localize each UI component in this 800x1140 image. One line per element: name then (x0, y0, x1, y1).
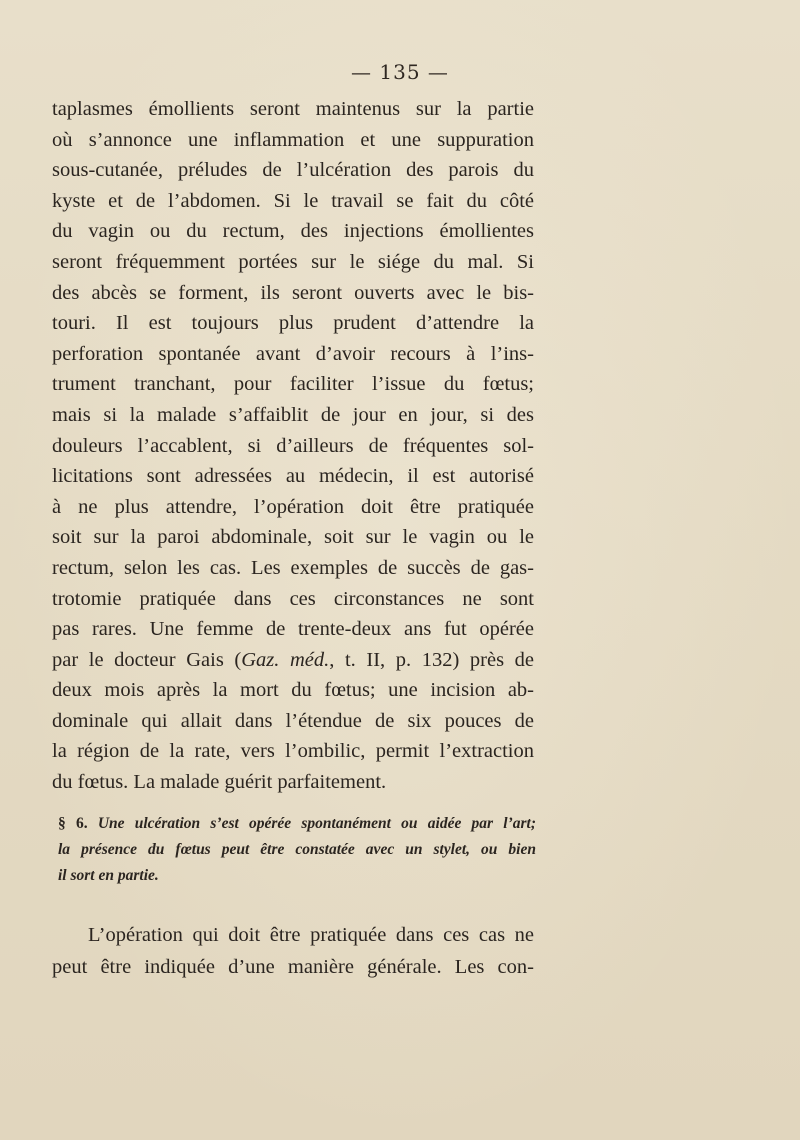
text-line: rectum, selon les cas. Les exemples de succès de gas- (52, 556, 534, 579)
section-number: § 6. (58, 815, 88, 832)
text-line: licitations sont adressées au médecin, il est autorisé (52, 465, 534, 488)
text-line: trument tranchant, pour faciliter l’issue du fœtus; (52, 373, 534, 396)
text-line: mais si la malade s’affaiblit de jour en jour, si des (52, 403, 534, 426)
text-line: deux mois après la mort du fœtus; une incision ab- (52, 679, 534, 702)
section-line (58, 811, 536, 837)
text-line: où s’annonce une inflammation et une suppuration (52, 128, 534, 151)
citation-journal: Gaz. méd. (241, 648, 330, 671)
section-title-line: Une ulcération s’est opérée spontanément ou aidée par l’art; (97, 815, 536, 832)
text-line: sous-cutanée, préludes de l’ulcération des parois du (52, 159, 534, 182)
text-line: soit sur la paroi abdominale, soit sur le vagin ou le (52, 526, 534, 549)
text-line: touri. Il est toujours plus prudent d’attendre la (52, 312, 534, 335)
text-line: taplasmes émollients seront maintenus sur la partie (52, 98, 534, 120)
page-number: — 135 — (351, 60, 449, 84)
text-line: kyste et de l’abdomen. Si le travail se fait du côté (52, 189, 534, 212)
section-line: il sort en partie. (58, 867, 159, 884)
text-line: pas rares. Une femme de trente-deux ans fut opérée (52, 618, 534, 641)
text-line-citation (52, 645, 534, 676)
paragraph-second (52, 919, 534, 983)
text-line: seront fréquemment portées sur le siége du mal. Si (52, 250, 534, 273)
text-line: à ne plus attendre, l’opération doit être pratiquée (52, 495, 534, 518)
section-heading (58, 811, 536, 889)
text-line: peut être indiquée d’une manière générale. Les con- (52, 956, 534, 978)
section-line: la présence du fœtus peut être constatée avec un stylet, ou bien (58, 841, 536, 858)
citation-post: , t. II, p. 132) près de (329, 648, 534, 671)
text-line: trotomie pratiquée dans ces circonstances ne sont (52, 587, 534, 610)
text-line: du vagin ou du rectum, des injections émollientes (52, 220, 534, 243)
text-line: dominale qui allait dans l’étendue de six pouces de (52, 709, 534, 732)
text-line: L’opération qui doit être pratiquée dans ces cas ne (88, 924, 534, 946)
paragraph-main (52, 94, 534, 798)
text-line: perforation spontanée avant d’avoir recours à l’ins- (52, 342, 534, 365)
citation-pre: par le docteur Gais ( (52, 648, 242, 671)
text-line: douleurs l’accablent, si d’ailleurs de fréquentes sol- (52, 434, 534, 457)
text-line: du fœtus. La malade guérit parfaitement. (52, 771, 387, 794)
text-line: des abcès se forment, ils seront ouverts avec le bis- (52, 281, 534, 304)
text-line: la région de la rate, vers l’ombilic, permit l’extraction (52, 740, 534, 763)
